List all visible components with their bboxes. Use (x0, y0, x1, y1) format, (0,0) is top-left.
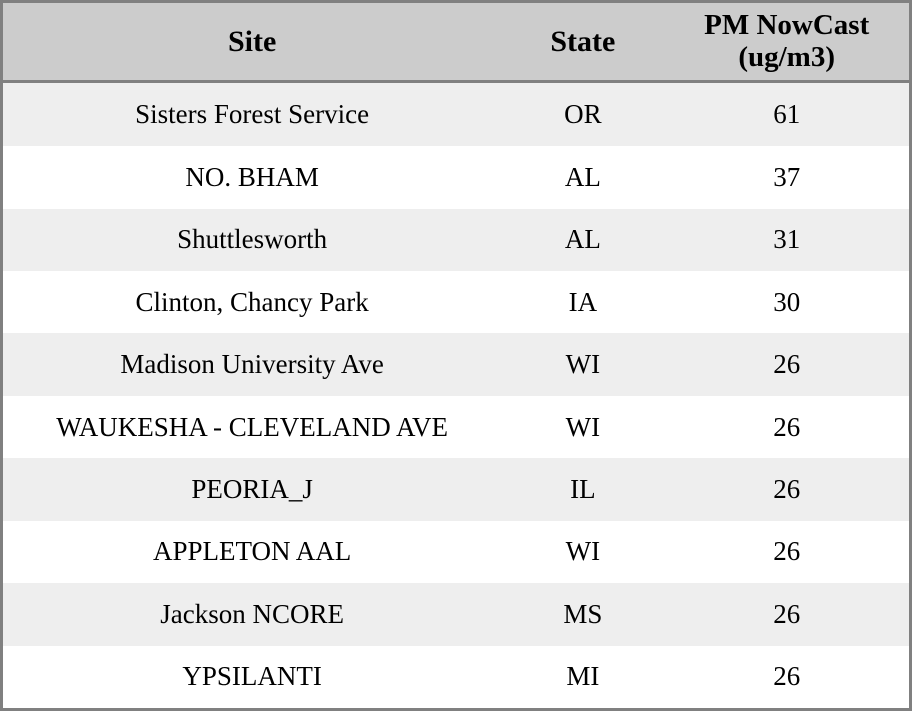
table-row (3, 146, 909, 208)
cell-site: Sisters Forest Service (3, 81, 501, 146)
table-row (3, 209, 909, 271)
table-header-row (3, 3, 909, 81)
table-row (3, 271, 909, 333)
cell-site: Shuttlesworth (3, 209, 501, 271)
cell-site: NO. BHAM (3, 146, 501, 208)
cell-pm-nowcast: 30 (664, 271, 909, 333)
cell-pm-nowcast: 26 (664, 333, 909, 395)
cell-pm-nowcast: 37 (664, 146, 909, 208)
cell-pm-nowcast: 26 (664, 646, 909, 709)
cell-state: IA (501, 271, 664, 333)
table-header (3, 3, 909, 81)
table-row (3, 333, 909, 395)
cell-site: WAUKESHA - CLEVELAND AVE (3, 396, 501, 458)
cell-pm-nowcast: 26 (664, 583, 909, 645)
column-header-state: State (501, 3, 664, 81)
table-row (3, 396, 909, 458)
cell-state: MS (501, 583, 664, 645)
cell-state: IL (501, 458, 664, 520)
cell-site: Madison University Ave (3, 333, 501, 395)
cell-state: OR (501, 81, 664, 146)
pm-nowcast-table (3, 3, 909, 708)
cell-state: WI (501, 396, 664, 458)
cell-site: YPSILANTI (3, 646, 501, 709)
cell-state: WI (501, 333, 664, 395)
table-row (3, 458, 909, 520)
column-header-site: Site (3, 3, 501, 81)
column-header-pm-nowcast: PM NowCast (ug/m3) (664, 3, 909, 81)
cell-pm-nowcast: 26 (664, 458, 909, 520)
cell-site: Clinton, Chancy Park (3, 271, 501, 333)
table-row (3, 646, 909, 709)
cell-pm-nowcast: 26 (664, 521, 909, 583)
cell-site: Jackson NCORE (3, 583, 501, 645)
cell-pm-nowcast: 26 (664, 396, 909, 458)
table-row (3, 583, 909, 645)
cell-pm-nowcast: 31 (664, 209, 909, 271)
cell-pm-nowcast: 61 (664, 81, 909, 146)
cell-state: AL (501, 146, 664, 208)
table-row (3, 521, 909, 583)
cell-state: AL (501, 209, 664, 271)
cell-site: PEORIA_J (3, 458, 501, 520)
table-row (3, 81, 909, 146)
cell-state: WI (501, 521, 664, 583)
cell-site: APPLETON AAL (3, 521, 501, 583)
table-body (3, 81, 909, 708)
cell-state: MI (501, 646, 664, 709)
